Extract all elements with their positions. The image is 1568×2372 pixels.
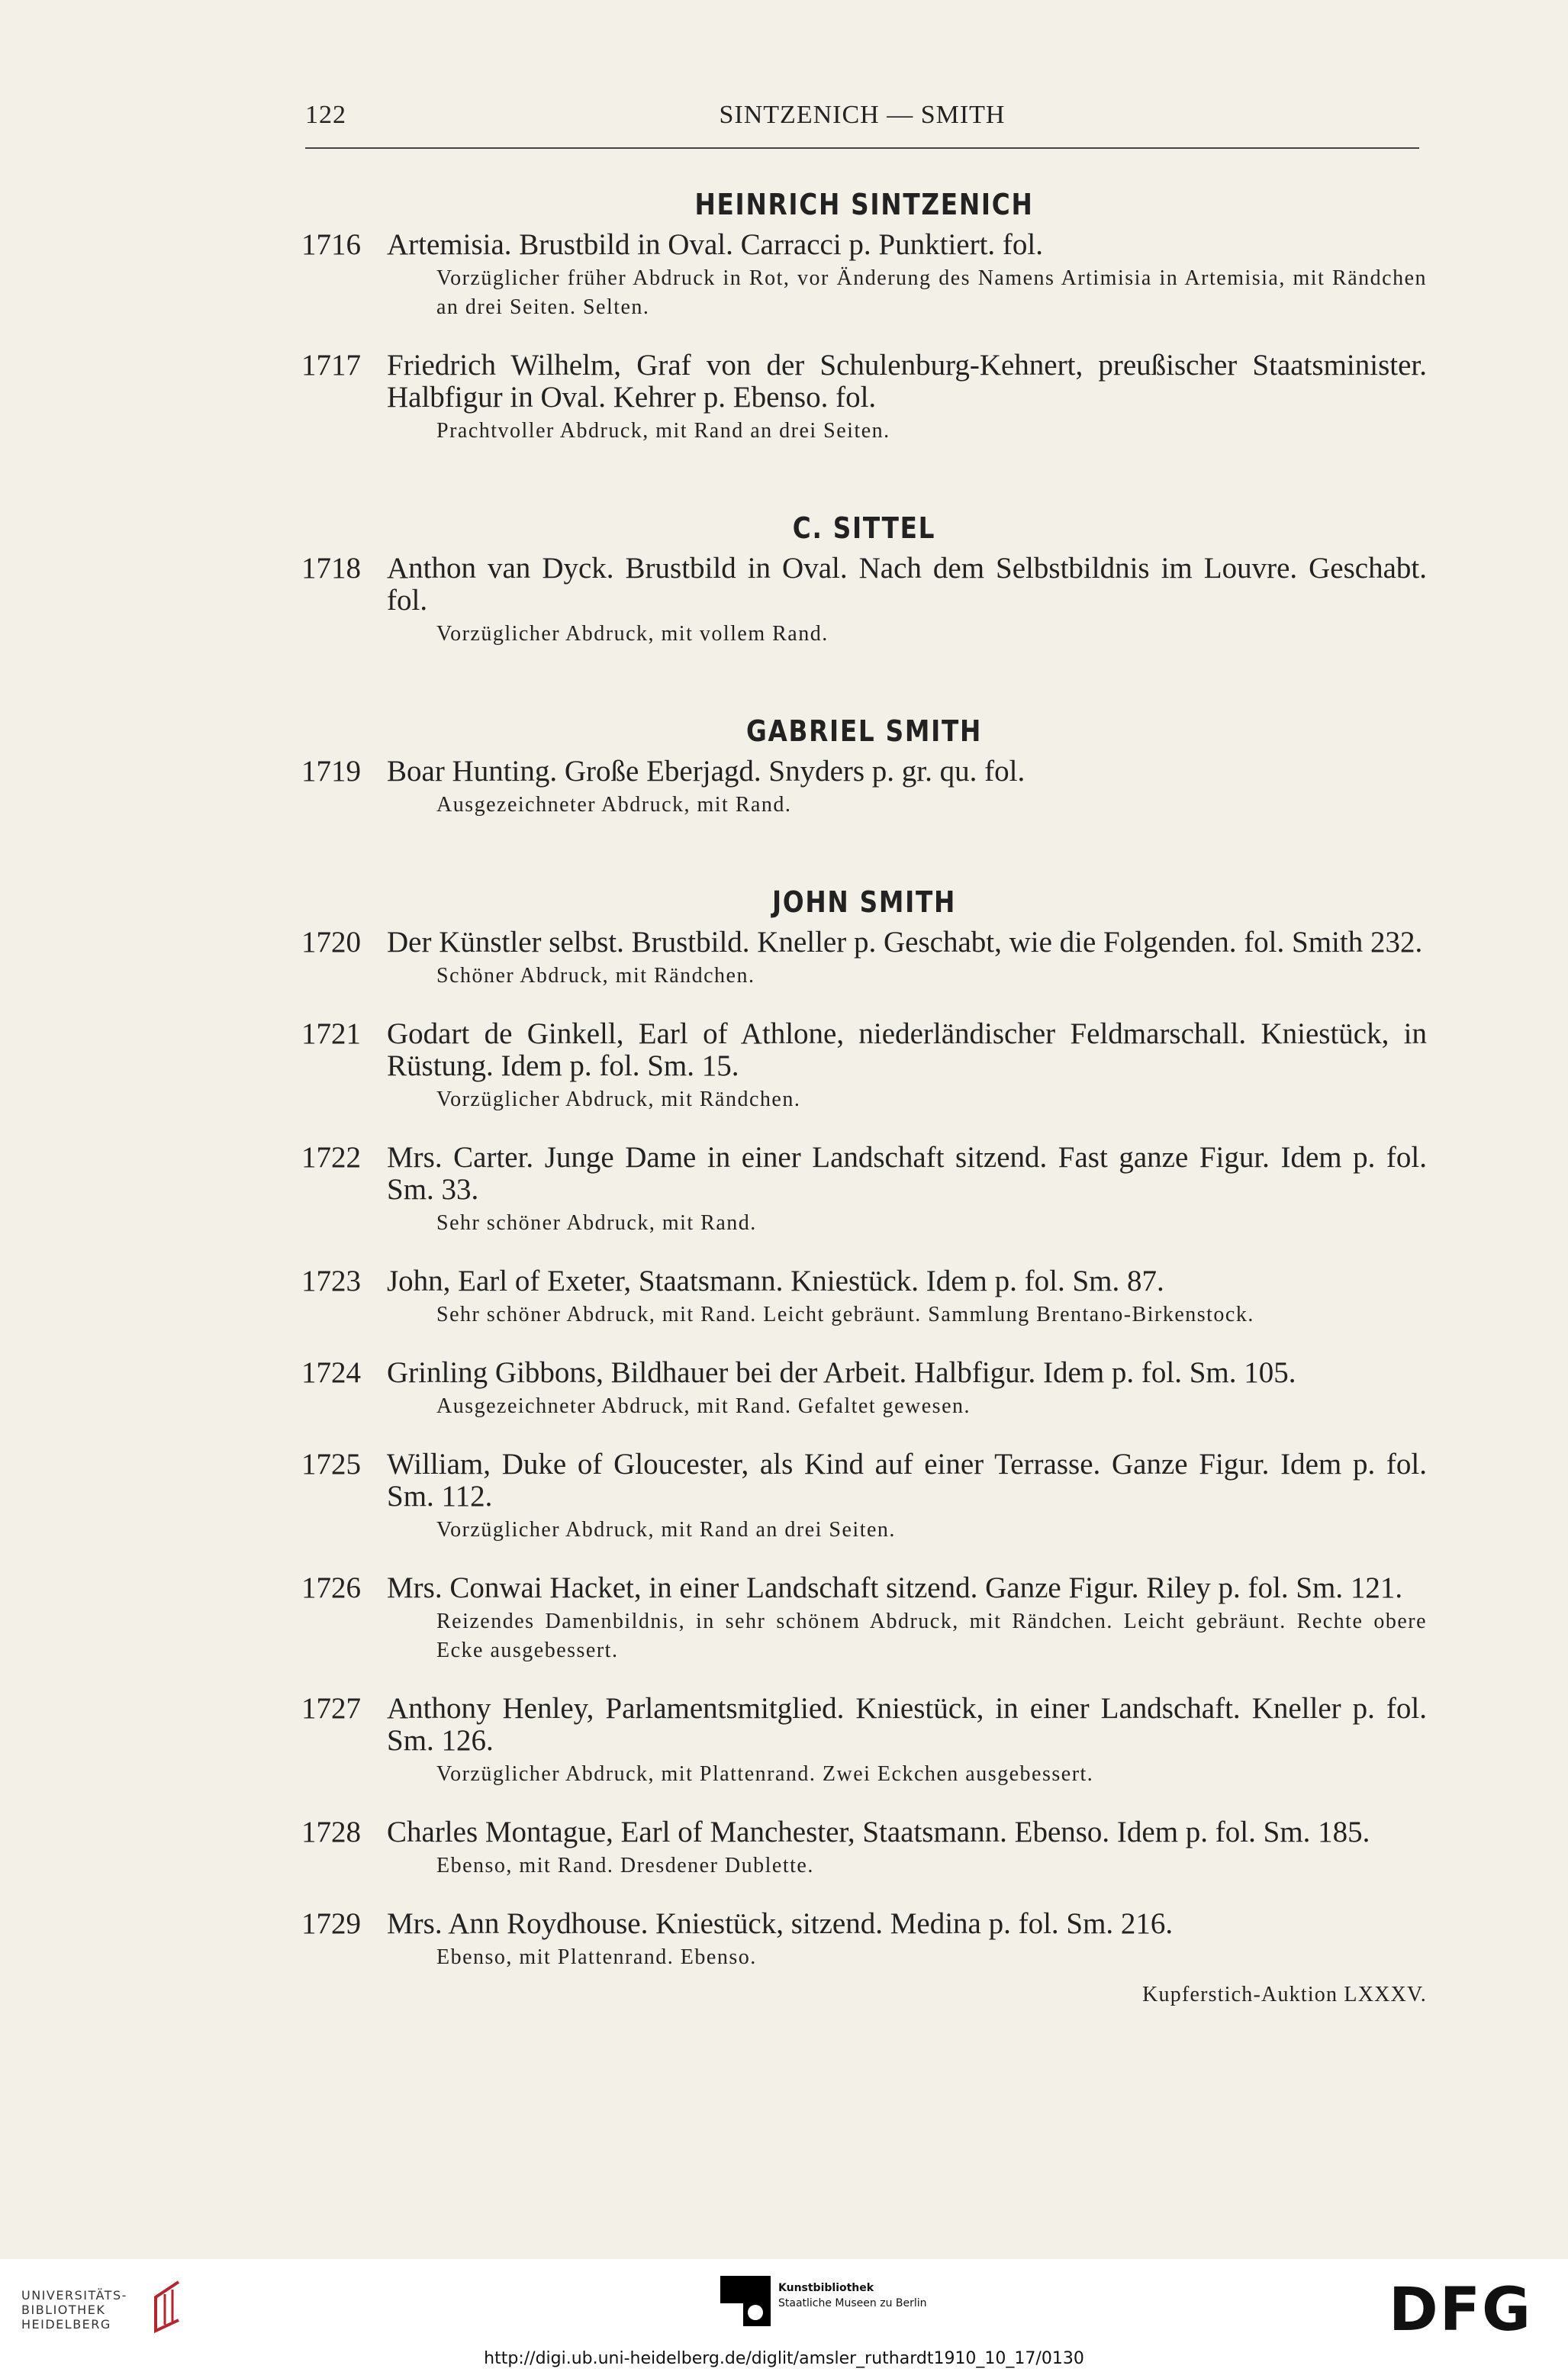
- lot-note: Reizendes Damenbildnis, in sehr schönem Abdruck, mit Rändchen. Leicht gebräunt. Rechte obere Ecke ausgebessert.: [436, 1610, 1427, 1662]
- lot-note: Schöner Abdruck, mit Rändchen.: [436, 964, 755, 988]
- catalog-entry: [301, 756, 1427, 820]
- lot-note: Ebenso, mit Plattenrand. Ebenso.: [436, 1945, 757, 1969]
- kunstbibliothek-logo-icon[interactable]: [720, 2276, 771, 2326]
- lot-description: Boar Hunting. Große Eberjagd. Snyders p. gr. qu. fol.: [387, 755, 1025, 788]
- catalog-entry: [301, 1357, 1427, 1421]
- lot-note: Sehr schöner Abdruck, mit Rand.: [436, 1211, 757, 1235]
- lot-number: 1716: [301, 228, 361, 261]
- kunstbibliothek-label[interactable]: Kunstbibliothek Staatliche Museen zu Berlin: [778, 2282, 927, 2309]
- header-rule: [305, 147, 1419, 149]
- catalog-entry: [301, 1265, 1427, 1329]
- lot-number: 1726: [301, 1571, 361, 1604]
- lot-note: Vorzüglicher Abdruck, mit Rändchen.: [436, 1088, 801, 1111]
- catalog-entry: [301, 350, 1427, 446]
- section-title: GABRIEL SMITH: [745, 714, 983, 748]
- lot-number: 1721: [301, 1017, 361, 1050]
- lot-description: William, Duke of Gloucester, als Kind auf einer Terrasse. Ganze Figur. Idem p. fol. Sm. 112.: [387, 1448, 1427, 1513]
- lot-note: Vorzüglicher früher Abdruck in Rot, vor Änderung des Namens Artimisia in Artemisia, mit Rändchen an drei Seiten. Selten.: [436, 266, 1427, 319]
- lot-number: 1719: [301, 755, 361, 788]
- section-title: JOHN SMITH: [771, 885, 957, 919]
- section-title: HEINRICH SINTZENICH: [694, 188, 1034, 221]
- lot-note: Vorzüglicher Abdruck, mit Rand an drei Seiten.: [436, 1518, 896, 1542]
- lot-number: 1722: [301, 1141, 361, 1174]
- catalog-entry: [301, 1816, 1427, 1881]
- catalog-footer-note: Kupferstich-Auktion LXXXV.: [1142, 1983, 1427, 2006]
- section-title: C. SITTEL: [792, 511, 936, 545]
- lot-description: Mrs. Carter. Junge Dame in einer Landschaft sitzend. Fast ganze Figur. Idem p. fol. Sm. 33.: [387, 1141, 1427, 1206]
- catalog-content: [301, 182, 1427, 2007]
- page-number: 122: [305, 101, 346, 129]
- lot-description: Charles Montague, Earl of Manchester, Staatsmann. Ebenso. Idem p. fol. Sm. 185.: [387, 1816, 1370, 1848]
- catalog-entry: [301, 1142, 1427, 1238]
- lot-number: 1720: [301, 926, 361, 959]
- lot-number: 1727: [301, 1692, 361, 1725]
- catalog-entry: [301, 1693, 1427, 1789]
- university-logo-icon[interactable]: [142, 2277, 188, 2338]
- catalog-entry: [301, 229, 1427, 322]
- lot-description: Friedrich Wilhelm, Graf von der Schulenburg-Kehnert, preußischer Staatsminister. Halbfigur in Oval. Kehrer p. Ebenso. fol.: [387, 349, 1427, 414]
- catalog-entry: [301, 927, 1427, 991]
- lot-description: Godart de Ginkell, Earl of Athlone, niederländischer Feldmarschall. Kniestück, in Rüstung. Idem p. fol. Sm. 15.: [387, 1017, 1427, 1082]
- lot-note: Ausgezeichneter Abdruck, mit Rand. Gefaltet gewesen.: [436, 1394, 971, 1418]
- lot-number: 1717: [301, 349, 361, 382]
- lot-description: Mrs. Ann Roydhouse. Kniestück, sitzend. Medina p. fol. Sm. 216.: [387, 1907, 1174, 1940]
- lot-number: 1725: [301, 1448, 361, 1481]
- lot-note: Ebenso, mit Rand. Dresdener Dublette.: [436, 1854, 814, 1877]
- lot-description: Artemisia. Brustbild in Oval. Carracci p. Punktiert. fol.: [387, 228, 1043, 261]
- university-name[interactable]: UNIVERSITÄTS- BIBLIOTHEK HEIDELBERG: [21, 2288, 127, 2332]
- lot-description: Anthon van Dyck. Brustbild in Oval. Nach dem Selbstbildnis im Louvre. Geschabt. fol.: [387, 552, 1427, 617]
- lot-number: 1723: [301, 1265, 361, 1297]
- catalog-entry: [301, 1572, 1427, 1665]
- lot-note: Vorzüglicher Abdruck, mit vollem Rand.: [436, 622, 829, 646]
- lot-note: Prachtvoller Abdruck, mit Rand an drei Seiten.: [436, 419, 890, 443]
- lot-note: Sehr schöner Abdruck, mit Rand. Leicht gebräunt. Sammlung Brentano-Birkenstock.: [436, 1303, 1254, 1326]
- lot-number: 1729: [301, 1907, 361, 1940]
- lot-number: 1728: [301, 1816, 361, 1848]
- catalog-entry: [301, 1908, 1427, 1972]
- page-header: [305, 101, 1419, 136]
- lot-description: John, Earl of Exeter, Staatsmann. Kniestück. Idem p. fol. Sm. 87.: [387, 1265, 1164, 1297]
- catalog-entry: [301, 1449, 1427, 1545]
- dfg-logo[interactable]: DFG: [1389, 2276, 1533, 2345]
- source-url[interactable]: http://digi.ub.uni-heidelberg.de/diglit/amsler_ruthardt1910_10_17/0130: [484, 2349, 1084, 2368]
- lot-description: Grinling Gibbons, Bildhauer bei der Arbeit. Halbfigur. Idem p. fol. Sm. 105.: [387, 1356, 1296, 1389]
- lot-number: 1724: [301, 1356, 361, 1389]
- catalog-entry: [301, 1018, 1427, 1114]
- lot-note: Ausgezeichneter Abdruck, mit Rand.: [436, 793, 792, 817]
- running-title: SINTZENICH — SMITH: [719, 101, 1006, 129]
- lot-description: Mrs. Conwai Hacket, in einer Landschaft sitzend. Ganze Figur. Riley p. fol. Sm. 121.: [387, 1571, 1403, 1604]
- lot-number: 1718: [301, 552, 361, 585]
- catalog-entry: [301, 553, 1427, 649]
- lot-note: Vorzüglicher Abdruck, mit Plattenrand. Zwei Eckchen ausgebessert.: [436, 1762, 1094, 1786]
- lot-description: Anthony Henley, Parlamentsmitglied. Kniestück, in einer Landschaft. Kneller p. fol. Sm. 126.: [387, 1692, 1427, 1757]
- lot-description: Der Künstler selbst. Brustbild. Kneller p. Geschabt, wie die Folgenden. fol. Smith 232.: [387, 926, 1423, 959]
- digitization-bar: [0, 2259, 1568, 2372]
